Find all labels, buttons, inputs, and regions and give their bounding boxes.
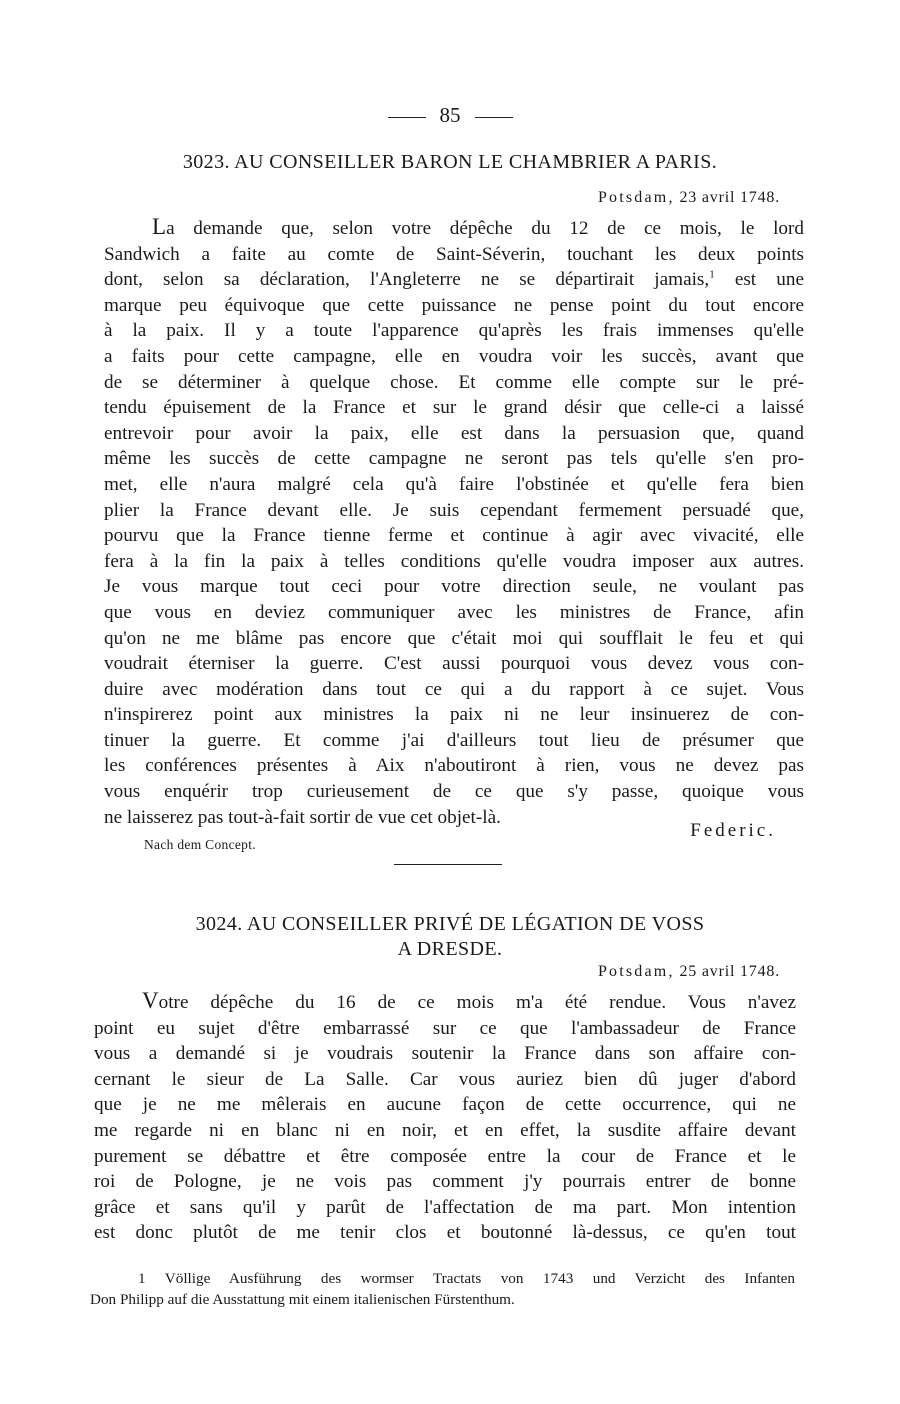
- drop-cap: V: [142, 988, 159, 1013]
- body-line-tail: est une: [734, 269, 804, 291]
- body-line: Sandwich a faite au comte de Saint-Séverin, touchant les deux points: [104, 243, 804, 265]
- body-line: que je ne me mêlerais en aucune façon de cette occurrence, qui ne: [94, 1094, 796, 1116]
- body-line: pourvu que la France tienne ferme et continue à agir avec vivacité, elle: [104, 525, 804, 547]
- dash-left: [388, 117, 426, 118]
- body-line: tinuer la guerre. Et comme j'ai d'ailleurs tout lieu de présumer que: [104, 729, 804, 751]
- body-line: est donc plutôt de me tenir clos et boutonné là-dessus, ce qu'en tout: [94, 1222, 796, 1244]
- letter-3024-dateline: [598, 963, 780, 981]
- body-line: [104, 267, 804, 293]
- body-line: me regarde ni en blanc ni en noir, et en effet, la susdite affaire devant: [94, 1119, 796, 1141]
- body-line: ne laisserez pas tout-à-fait sortir de vue cet objet-là.: [104, 806, 501, 828]
- body-line: met, elle n'aura malgré cela qu'à faire l'obstinée et qu'elle fera bien: [104, 473, 804, 495]
- body-line: [94, 988, 796, 1016]
- body-line: qu'on ne me blâme pas encore que c'était moi qui soufflait le feu et qui: [104, 627, 804, 649]
- signature: Federic.: [690, 820, 776, 841]
- source-note: Nach dem Concept.: [144, 837, 256, 852]
- body-line: tendu épuisement de la France et sur le grand désir que celle-ci a laissé: [104, 397, 804, 419]
- body-line: à la paix. Il y a toute l'apparence qu'après les frais immenses qu'elle: [104, 320, 804, 342]
- body-line: marque peu équivoque que cette puissance ne pense point du tout encore: [104, 294, 804, 316]
- body-line: duire avec modération dans tout ce qui a du rapport à ce sujet. Vous: [104, 678, 804, 700]
- dateline-date: 23 avril 1748.: [679, 189, 780, 206]
- body-line: point eu sujet d'être embarrassé sur ce que l'ambassadeur de France: [94, 1017, 796, 1039]
- body-line: [104, 214, 804, 242]
- body-line: grâce et sans qu'il y parût de l'affectation de ma part. Mon intention: [94, 1196, 796, 1218]
- drop-cap: L: [152, 214, 167, 239]
- footnote: [90, 1268, 795, 1310]
- body-line: a faits pour cette campagne, elle en voudra voir les succès, avant que: [104, 345, 804, 367]
- letter-3024-heading-line1: 3024. AU CONSEILLER PRIVÉ DE LÉGATION DE VOSS: [195, 913, 705, 935]
- body-line: vous enquérir trop curieusement de ce que s'y passe, quoique vous: [104, 781, 804, 803]
- body-line: roi de Pologne, je ne vois pas comment j'y pourrais entrer de bonne: [94, 1171, 796, 1193]
- letter-3023-dateline: [598, 189, 780, 207]
- dateline-place: Potsdam,: [597, 963, 675, 980]
- body-line: plier la France devant elle. Je suis cependant fermement persuadé que,: [104, 499, 804, 521]
- footnote-line: Don Philipp auf die Ausstattung mit einem italienischen Fürstenthum.: [90, 1291, 515, 1308]
- letter-3023-body: [104, 214, 804, 830]
- dateline-place: Potsdam,: [597, 189, 675, 206]
- body-line-text: otre dépêche du 16 de ce mois m'a été rendue. Vous n'avez: [158, 992, 796, 1013]
- footnote-line: [90, 1268, 795, 1289]
- body-line: cernant le sieur de La Salle. Car vous auriez bien dû juger d'abord: [94, 1068, 796, 1090]
- dash-right: [475, 117, 513, 118]
- footnote-text: Völlige Ausführung des wormser Tractats von 1743 und Verzicht des Infanten: [164, 1270, 795, 1287]
- letter-3024-heading-line2: A DRESDE.: [397, 938, 503, 960]
- body-line: fera à la fin la paix à telles conditions qu'elle voudra imposer aux autres.: [104, 550, 804, 572]
- footnote-number: 1: [138, 1270, 146, 1287]
- page-number: [0, 103, 900, 128]
- footnote-marker: 1: [709, 268, 715, 281]
- body-line-text: a demande que, selon votre dépêche du 12 de ce mois, le lord: [166, 218, 804, 239]
- body-line: entrevoir pour avoir la paix, elle est dans la persuasion que, quand: [104, 422, 804, 444]
- body-line: Je vous marque tout ceci pour votre direction seule, ne voulant pas: [104, 576, 804, 598]
- dateline-date: 25 avril 1748.: [679, 963, 780, 980]
- body-line: de se déterminer à quelque chose. Et comme elle compte sur le pré-: [104, 371, 804, 393]
- section-divider: [394, 864, 502, 865]
- body-line: que vous en deviez communiquer avec les ministres de France, afin: [104, 601, 804, 623]
- body-line: même les succès de cette campagne ne seront pas tels qu'elle s'en pro-: [104, 448, 804, 470]
- body-line: les conférences présentes à Aix n'aboutiront à rien, vous ne devez pas: [104, 755, 804, 777]
- letter-3023-heading: 3023. AU CONSEILLER BARON LE CHAMBRIER A PARIS.: [182, 151, 718, 173]
- page-number-value: 85: [439, 103, 461, 127]
- body-line: purement se débattre et être composée entre la cour de France et le: [94, 1145, 796, 1167]
- body-line-text: dont, selon sa déclaration, l'Angleterre ne se départirait jamais,: [104, 269, 710, 291]
- letter-3024-body: [94, 988, 796, 1246]
- body-line: vous a demandé si je voudrais soutenir la France dans son affaire con-: [94, 1043, 796, 1065]
- body-line: voudrait éterniser la guerre. C'est aussi pourquoi vous devez vous con-: [104, 653, 804, 675]
- body-line: n'inspirerez point aux ministres la paix ni ne leur insinuerez de con-: [104, 704, 804, 726]
